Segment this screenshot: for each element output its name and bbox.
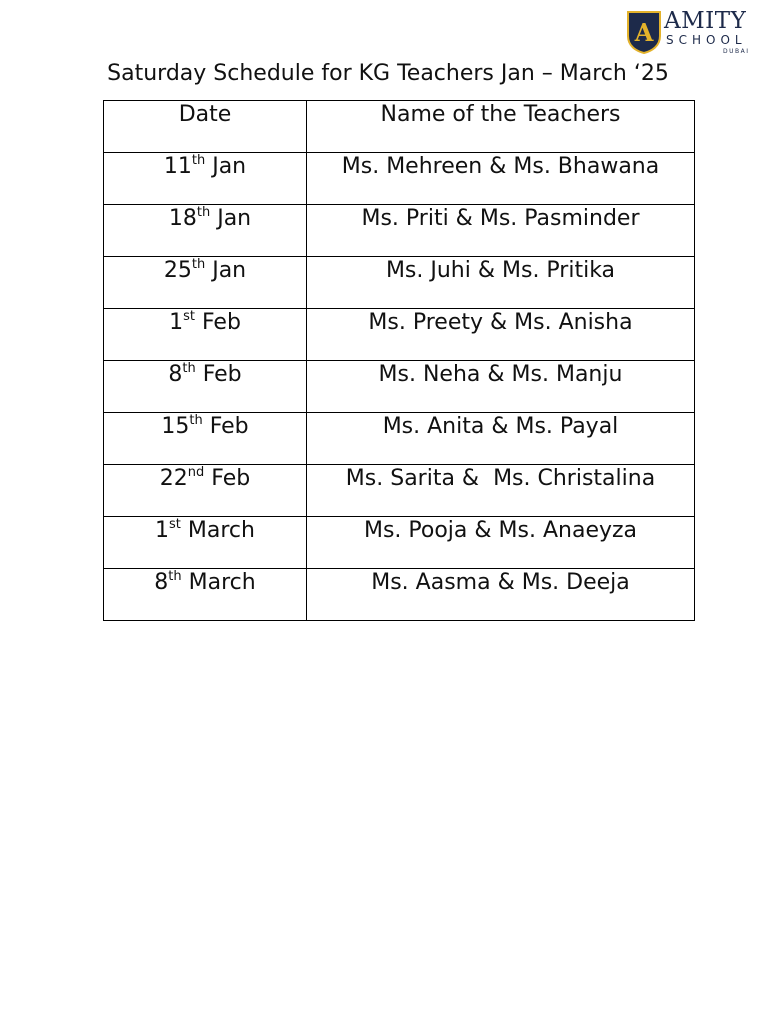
teacher-names: Ms. Neha & Ms. Manju [378,362,623,387]
date-day: 22 [159,466,188,491]
teacher-names: Ms. Anita & Ms. Payal [382,414,619,439]
teachers-column-header: Name of the Teachers [307,101,695,153]
teachers-cell [307,153,695,205]
date-month: Feb [211,466,251,491]
date-day: 1 [155,518,170,543]
logo-school-text: SCHOOL [666,33,747,47]
teacher-names: Ms. Juhi & Ms. Pritika [385,258,616,283]
table-row [104,465,695,517]
date-cell [104,257,307,309]
teacher-names: Ms. Mehreen & Ms. Bhawana [341,154,660,179]
table-header-row [104,101,695,153]
table-row [104,413,695,465]
teacher-names: Ms. Preety & Ms. Anisha [368,310,633,335]
table-row [104,517,695,569]
date-month: Jan [217,206,252,231]
date-ordinal-suffix: th [182,361,196,376]
date-cell [104,153,307,205]
table-row [104,569,695,621]
date-day: 18 [168,206,197,231]
date-cell [104,465,307,517]
date-day: 8 [168,362,183,387]
table-row [104,257,695,309]
teacher-names: Ms. Priti & Ms. Pasminder [361,206,640,231]
logo-letter: A [634,18,654,47]
schedule-table [103,100,695,621]
teachers-cell [307,517,695,569]
teacher-names: Ms. Aasma & Ms. Deeja [371,570,630,595]
date-ordinal-suffix: th [196,205,211,220]
teachers-cell [307,569,695,621]
schedule-body [104,153,695,621]
date-ordinal-suffix: th [191,257,206,272]
date-ordinal-suffix: th [189,413,203,428]
teachers-cell [307,465,695,517]
date-day: 1 [169,310,184,335]
date-cell [104,569,307,621]
date-day: 15 [161,414,190,439]
school-logo [626,8,758,56]
date-ordinal-suffix: th [191,153,206,168]
date-month: March [187,518,255,543]
date-column-header: Date [104,101,307,153]
teacher-names: Ms. Pooja & Ms. Anaeyza [363,518,638,543]
date-month: Feb [202,362,242,387]
date-month: Jan [212,258,247,283]
date-cell [104,517,307,569]
logo-name: AMITY [664,8,747,34]
date-ordinal-suffix: st [183,309,195,324]
date-cell [104,205,307,257]
table-row [104,153,695,205]
teachers-cell [307,309,695,361]
date-month: March [188,570,256,595]
date-day: 25 [163,258,192,283]
date-ordinal-suffix: nd [187,465,205,480]
date-ordinal-suffix: th [168,569,182,584]
date-month: Feb [209,414,249,439]
table-row [104,309,695,361]
teachers-cell [307,413,695,465]
date-ordinal-suffix: st [169,517,181,532]
date-cell [104,309,307,361]
logo-city-text: DUBAI [723,48,750,55]
teachers-cell [307,257,695,309]
date-month: Jan [212,154,247,179]
document-title: Saturday Schedule for KG Teachers Jan – March ‘25 [107,61,669,86]
teachers-cell [307,361,695,413]
teachers-cell [307,205,695,257]
date-day: 11 [163,154,192,179]
table-row [104,205,695,257]
table-row [104,361,695,413]
shield-logo-icon [626,10,662,54]
date-cell [104,413,307,465]
teacher-names: Ms. Sarita & Ms. Christalina [345,466,656,491]
date-day: 8 [154,570,169,595]
date-month: Feb [201,310,241,335]
date-cell [104,361,307,413]
